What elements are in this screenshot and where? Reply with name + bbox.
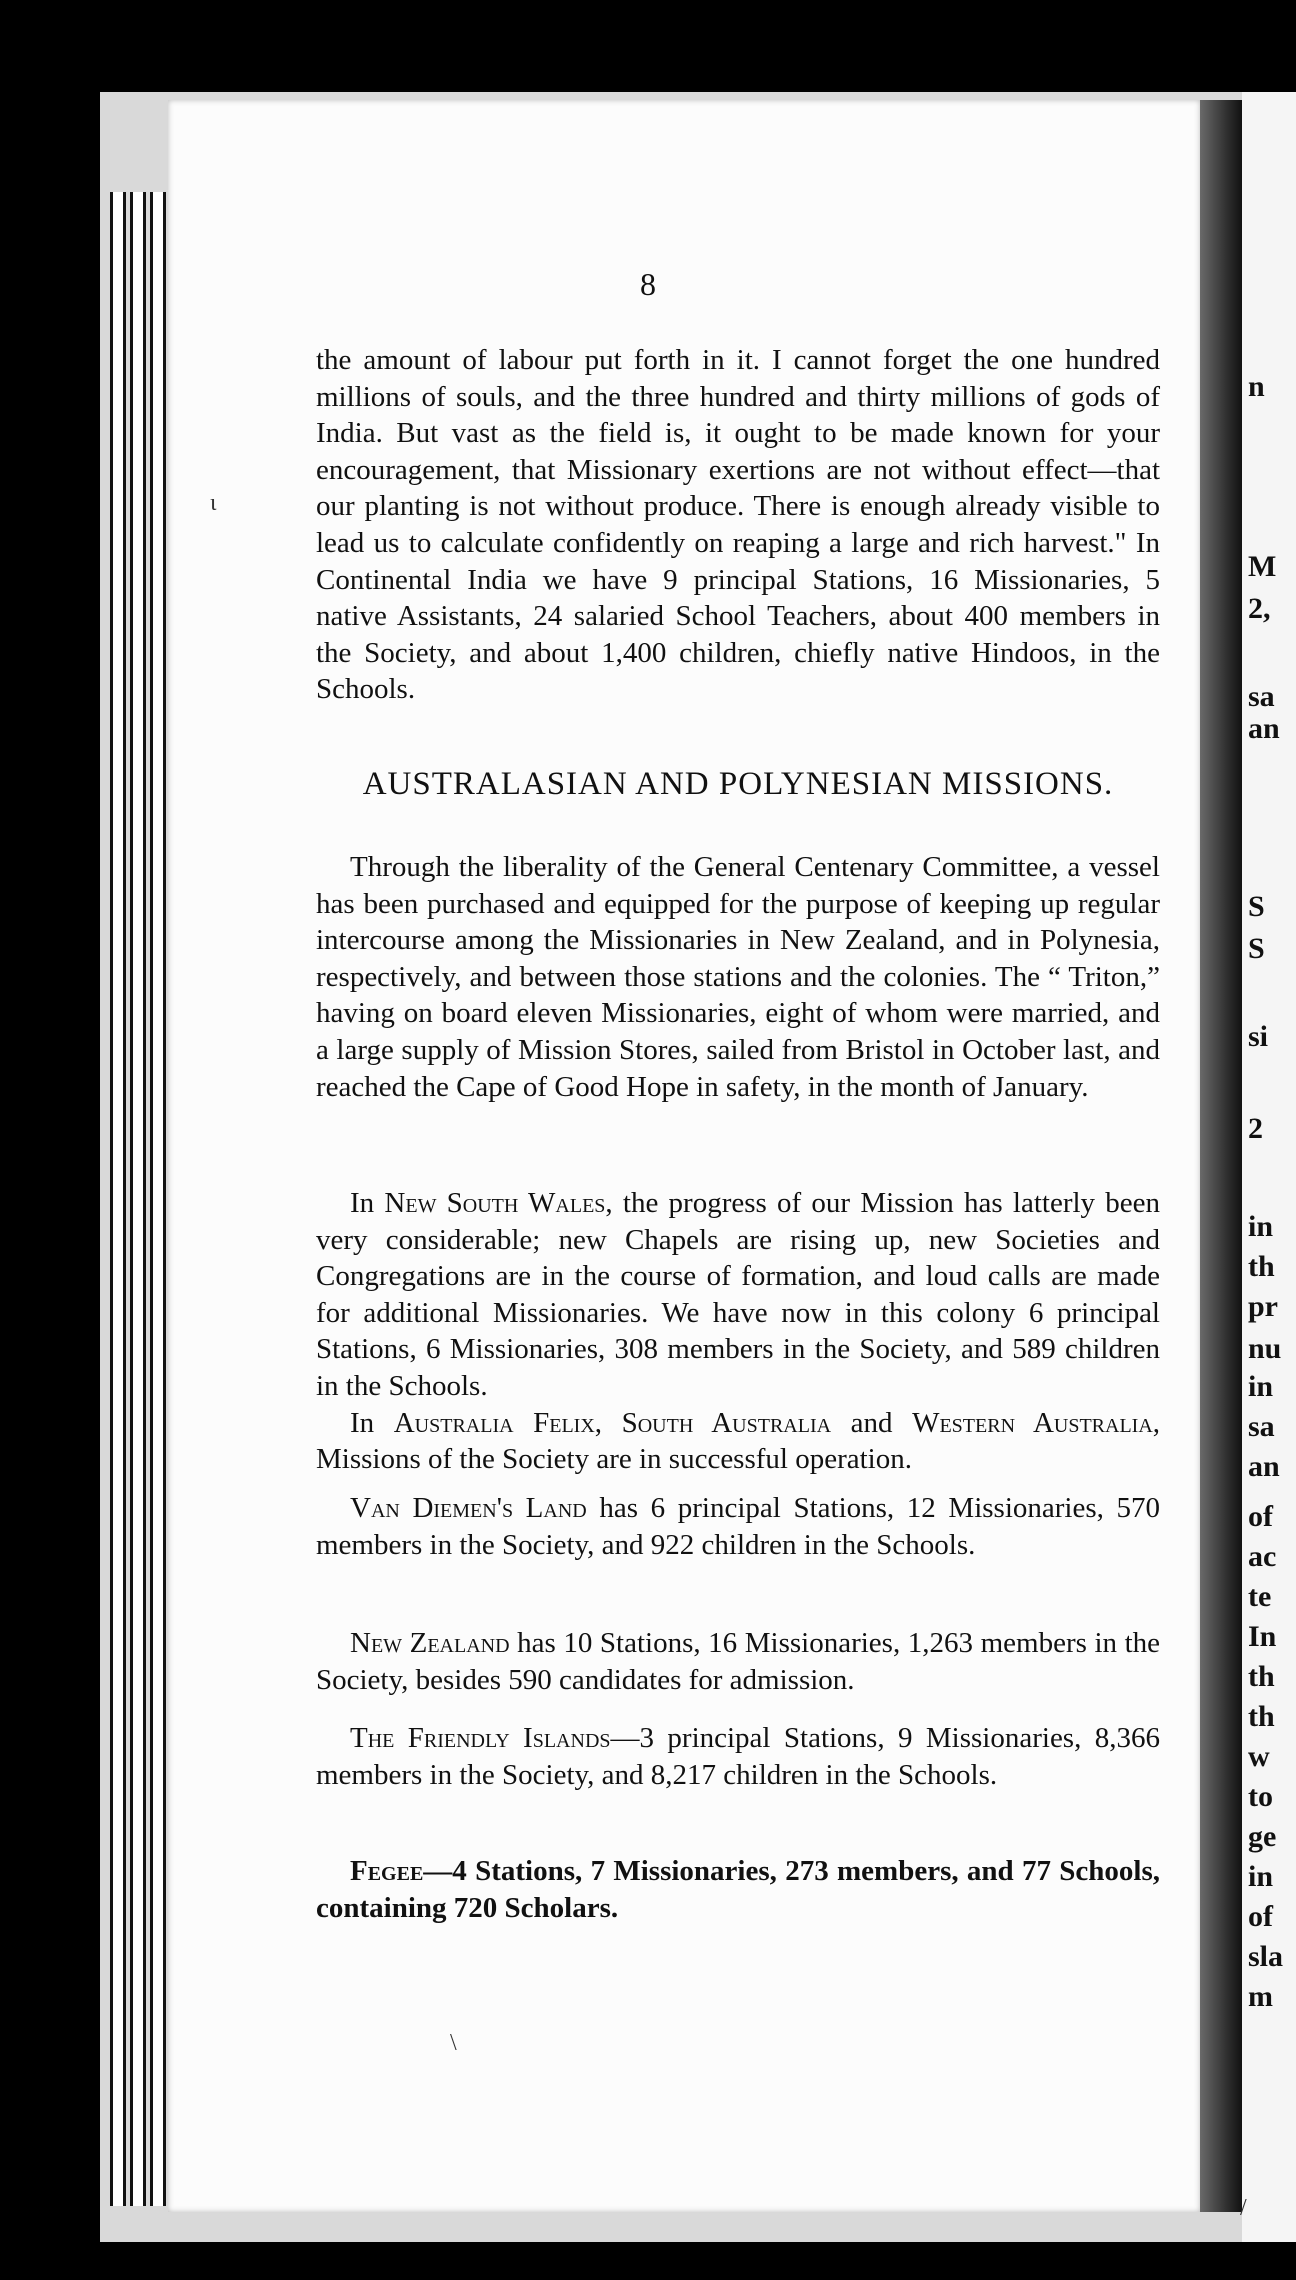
neighbor-text-fragment: an — [1248, 1450, 1280, 1483]
paragraph-text — [316, 1625, 1160, 1698]
neighbor-text-fragment: in — [1248, 1860, 1274, 1893]
body-text: has 6 principal Stations, 12 Missionaries, 570 members in the Society, and 922 children in the Schools. — [316, 1492, 1160, 1561]
section-heading: AUSTRALASIAN AND POLYNESIAN MISSIONS. — [362, 766, 1114, 802]
place-name: Fegee — [350, 1855, 424, 1887]
neighbor-text-fragment: nu — [1248, 1332, 1282, 1365]
neighbor-text-fragment: of — [1248, 1500, 1273, 1533]
page-edge — [130, 192, 146, 2206]
friendly-islands-paragraph — [316, 1720, 1160, 1793]
van-diemen-paragraph — [316, 1490, 1160, 1563]
page-edge — [110, 192, 126, 2206]
neighbor-text-fragment: sla — [1248, 1940, 1284, 1973]
neighbor-text-fragment: in — [1248, 1370, 1274, 1403]
neighbor-text-fragment: th — [1248, 1700, 1275, 1733]
neighbor-text-fragment: to — [1248, 1780, 1273, 1813]
lead-word: In — [350, 1187, 375, 1219]
conjunction: and — [850, 1406, 893, 1439]
place-name: New Zealand — [350, 1627, 510, 1659]
neighbor-text-fragment: an — [1248, 712, 1280, 745]
body-text: Missions of the Society are in successful operation. — [316, 1443, 912, 1476]
continuation-paragraph — [316, 342, 1160, 708]
ink-speck: / — [1240, 2195, 1247, 2221]
ink-speck: \ — [450, 2030, 457, 2056]
neighbor-text-fragment: In — [1248, 1620, 1277, 1653]
neighbor-page-fragment — [1242, 92, 1296, 2242]
body-text: the progress of our Mission has latterly been very considerable; new Chapels are rising up, new Societies and Congregations are in the course of formation, and loud calls are made for additional Missionaries. We have now in this colony 6 principal Stations, 6 Missionaries, 308 members in the Society, and 589 children in the Schools. — [316, 1187, 1160, 1402]
neighbor-text-fragment: of — [1248, 1900, 1273, 1933]
neighbor-text-fragment: w — [1248, 1740, 1270, 1773]
paragraph-text: Through the liberality of the General Centenary Committee, a vessel has been purchased and equipped for the purpose of keeping up regular intercourse among the Missionaries in New Zealand, and in Polynesia, respectively, and between those stations and the colonies. The “ Triton,” having on board eleven Missionaries, eight of whom were married, and a large supply of Mission Stores, sailed from Bristol in October last, and reached the Cape of Good Hope in safety, in the month of January. — [316, 851, 1160, 1103]
neighbor-text-fragment: te — [1248, 1580, 1272, 1613]
paragraph-text: the amount of labour put forth in it. I cannot forget the one hundred millions of souls, and the three hundred and thirty millions of gods of India. But vast as the field is, it ought to be made known for your encouragement, that Missionary exertions are not without effect—that our planting is not without produce. There is enough already visible to lead us to calculate confidently on reaping a large and rich harvest." In Continental India we have 9 principal Stations, 16 Missionaries, 5 native Assistants, 24 salaried School Teachers, about 400 members in the Society, and about 1,400 children, chiefly native Hindoos, in the Schools. — [316, 344, 1160, 706]
neighbor-text-fragment: th — [1248, 1660, 1275, 1693]
new-zealand-paragraph — [316, 1625, 1160, 1698]
paragraph-text — [316, 1490, 1160, 1563]
gutter-shadow — [1200, 100, 1242, 2212]
page-number: 8 — [640, 266, 656, 302]
neighbor-text-fragment: M — [1248, 550, 1277, 583]
nsw-paragraph — [316, 1185, 1160, 1478]
neighbor-text-fragment: 2, — [1248, 592, 1271, 625]
place-name: New South Wales, — [384, 1187, 613, 1219]
lead-word: In — [350, 1406, 375, 1439]
place-name: Van Diemen's Land — [350, 1492, 587, 1524]
place-name: Australia Felix, — [393, 1406, 603, 1439]
place-name: Western Australia, — [912, 1406, 1161, 1439]
place-name: The Friendly Islands — [350, 1722, 611, 1754]
neighbor-text-fragment: m — [1248, 1980, 1273, 2013]
fegee-paragraph — [316, 1853, 1160, 1926]
paragraph-text — [316, 1185, 1160, 1405]
triton-paragraph — [316, 849, 1160, 1105]
neighbor-text-fragment: S — [1248, 932, 1265, 965]
neighbor-text-fragment: pr — [1248, 1290, 1278, 1323]
neighbor-text-fragment: n — [1248, 370, 1265, 403]
paragraph-text — [316, 1853, 1160, 1926]
body-text: has 10 Stations, 16 Missionaries, 1,263 members in the Society, besides 590 candidates for admission. — [316, 1627, 1160, 1696]
neighbor-text-fragment: S — [1248, 890, 1265, 923]
paragraph-text — [316, 1405, 1160, 1478]
body-text: —3 principal Stations, 9 Missionaries, 8,366 members in the Society, and 8,217 children in the Schools. — [316, 1722, 1160, 1791]
place-name: South Australia — [621, 1406, 832, 1439]
neighbor-text-fragment: ge — [1248, 1820, 1277, 1853]
ink-speck: ι — [210, 490, 217, 516]
page-edge — [150, 192, 166, 2206]
neighbor-text-fragment: ac — [1248, 1540, 1277, 1573]
neighbor-text-fragment: sa — [1248, 680, 1275, 713]
neighbor-text-fragment: si — [1248, 1020, 1269, 1053]
neighbor-text-fragment: in — [1248, 1210, 1274, 1243]
neighbor-text-fragment: sa — [1248, 1410, 1275, 1443]
neighbor-text-fragment: 2 — [1248, 1112, 1263, 1145]
paragraph-text — [316, 1720, 1160, 1793]
neighbor-text-fragment: th — [1248, 1250, 1275, 1283]
body-text: —4 Stations, 7 Missionaries, 273 members, and 77 Schools, containing 720 Scholars. — [316, 1855, 1160, 1924]
